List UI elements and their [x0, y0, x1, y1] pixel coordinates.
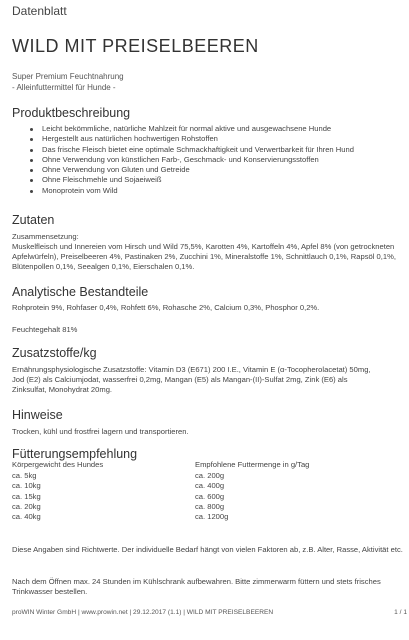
list-item: Ohne Verwendung von künstlichen Farb-, Geschmack- und Konservierungsstoffen: [28, 155, 354, 165]
list-item: Ohne Verwendung von Gluten und Getreide: [28, 165, 354, 175]
product-subtitle: [12, 71, 124, 93]
feeding-weight-column: [12, 460, 103, 522]
list-item: Ohne Fleischmehle und Sojaeiweiß: [28, 175, 354, 185]
table-cell: ca. 800g: [195, 501, 225, 511]
footer-text: proWIN Winter GmbH | www.prowin.net | 29.12.2017 (1.1) | WILD MIT PREISELBEEREN: [12, 609, 274, 616]
produktbeschreibung-heading: Produktbeschreibung: [12, 106, 131, 120]
list-item: Hergestellt aus natürlichen hochwertigen Rohstoffen: [28, 134, 354, 144]
page-number: 1 / 1: [394, 609, 407, 616]
zusatzstoffe-text: [12, 365, 371, 395]
table-cell: ca. 20kg: [12, 501, 41, 511]
zusammensetzung-label: Zusammensetzung:: [12, 232, 79, 241]
subtitle-line: - Alleinfuttermittel für Hunde -: [12, 83, 116, 92]
zutaten-heading: Zutaten: [12, 213, 55, 227]
table-cell: ca. 15kg: [12, 491, 41, 501]
feeding-amount-column: [195, 460, 309, 522]
product-title: WILD MIT PREISELBEEREN: [12, 36, 259, 56]
table-cell: ca. 5kg: [12, 471, 37, 481]
list-item: Leicht bekömmliche, natürliche Mahlzeit für normal aktive und ausgewachsene Hunde: [28, 124, 354, 134]
zusatzstoffe-heading: Zusatzstoffe/kg: [12, 346, 97, 360]
subtitle-line: Super Premium Feuchtnahrung: [12, 72, 124, 81]
list-item: Monoprotein vom Wild: [28, 186, 354, 196]
hinweise-heading: Hinweise: [12, 408, 63, 422]
document-type: Datenblatt: [12, 4, 67, 18]
storage-note: Nach dem Öffnen max. 24 Stunden im Kühlschrank aufbewahren. Bitte zimmerwarm füttern und stets frisches Trinkwasser bestellen.: [12, 577, 381, 596]
zutaten-text: [12, 232, 407, 272]
table-cell: ca. 200g: [195, 471, 225, 481]
table-cell: ca. 40kg: [12, 512, 41, 522]
table-cell: ca. 600g: [195, 491, 225, 501]
hinweise-text: Trocken, kühl und frostfrei lagern und transportieren.: [12, 427, 189, 436]
fuetterung-heading: Fütterungsempfehlung: [12, 447, 138, 461]
produktbeschreibung-list: [28, 124, 354, 196]
list-item: Das frische Fleisch bietet eine optimale Schmackhaftigkeit und Verwertbarkeit für Ihren Hund: [28, 145, 354, 155]
feuchtegehalt: Feuchtegehalt 81%: [12, 325, 78, 334]
zusatzstoffe-line: Zinksulfat, Monohydrat 20mg.: [12, 385, 113, 394]
zusammensetzung-value: Muskelfleisch und Innereien vom Hirsch und Wild 75,5%, Karotten 4%, Kartoffeln 4%, Apfel 8% (von getrockneten Apfelwürfeln), Preiselbeeren 4%, Pastinaken 2%, Zucchini 1%, Mineralstoffe 1%, Schnittlauch 0,1%, Rapsöl 0,1%, Blütenpollen 0,1%, Seealgen 0,1%, Eierschalen 0,1%.: [12, 242, 396, 271]
table-cell: ca. 1200g: [195, 512, 229, 522]
zusatzstoffe-line: Jod (E2) als Calciumjodat, wasserfrei 0,2mg, Mangan (E5) als Mangan-(II)-Sulfat 2mg, Zink (E6) als: [12, 375, 348, 384]
analytische-heading: Analytische Bestandteile: [12, 285, 149, 299]
table-cell: ca. 400g: [195, 481, 225, 491]
zusatzstoffe-line: Ernährungsphysiologische Zusatzstoffe: Vitamin D3 (E671) 200 I.E., Vitamin E (α-Tocopherolacetat) 50mg,: [12, 365, 371, 374]
amount-column-header: Empfohlene Futtermenge in g/Tag: [195, 460, 310, 469]
table-cell: ca. 10kg: [12, 481, 41, 491]
analytische-text: Rohprotein 9%, Rohfaser 0,4%, Rohfett 6%, Rohasche 2%, Calcium 0,3%, Phosphor 0,2%.: [12, 303, 320, 312]
weight-column-header: Körpergewicht des Hundes: [12, 460, 104, 469]
richtwerte-note: Diese Angaben sind Richtwerte. Der individuelle Bedarf hängt von vielen Faktoren ab, z.B. Alter, Rasse, Aktivität etc.: [12, 545, 403, 554]
